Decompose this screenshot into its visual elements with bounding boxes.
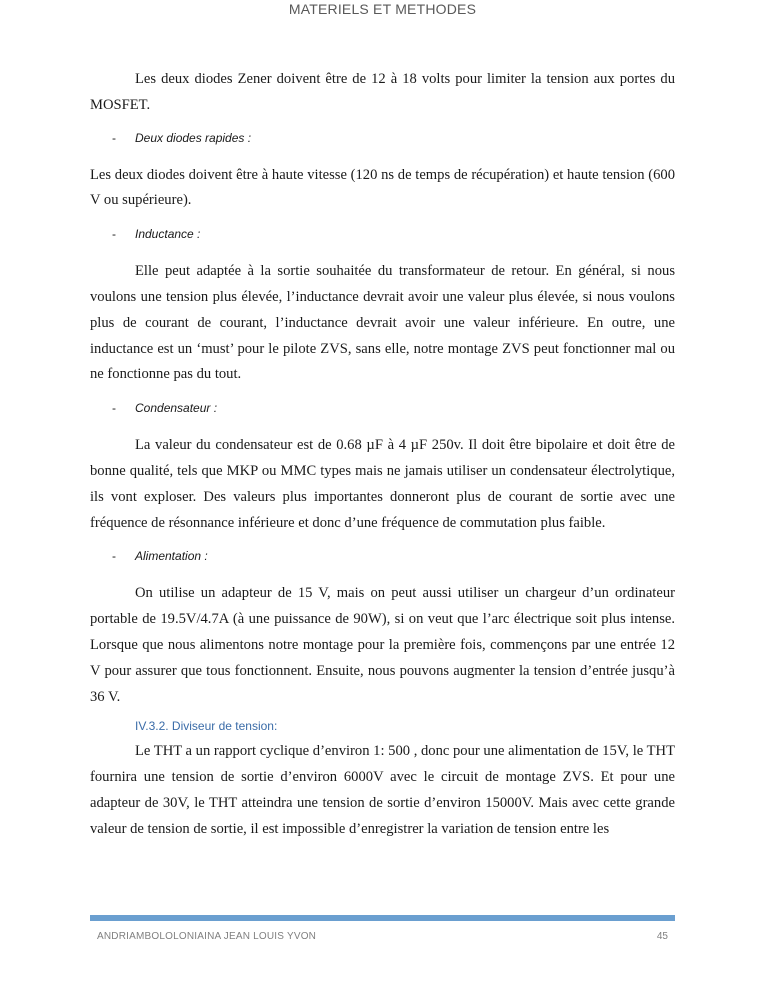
- bullet-dash: -: [112, 130, 116, 145]
- bullet-dash: -: [112, 227, 116, 242]
- bullet-label: Condensateur :: [135, 401, 218, 416]
- paragraph-diviseur: Le THT a un rapport cyclique d’environ 1: 500 , donc pour une alimentation de 15V, le THT fournira une tension de sortie d’environ 6000V avec le circuit de montage ZVS. Et pour une adapteur de 30V, le THT atteindra une tension de sortie d’environ 15000V. Mais avec cette grande valeur de tension de sortie, il est impossible d’enregistrer la variation de tension entre les: [90, 743, 675, 837]
- page-header: MATERIELS ET METHODES: [288, 1, 477, 17]
- paragraph-inductance: Elle peut adaptée à la sortie souhaitée du transformateur de retour. En général, si nous voulons une tension plus élevée, l’inductance devrait avoir une valeur plus élevée, si nous voulons plus de courant de courant, l’inductance devrait avoir une valeur inférieure. En outre, une inductance est un ‘must’ pour le pilote ZVS, sans elle, notre montage ZVS peut fonctionner mal ou ne fonctionne pas du tout.: [90, 263, 675, 383]
- paragraph-diodes: Les deux diodes doivent être à haute vitesse (120 ns de temps de récupération) et haute tension (600 V ou supérieure).: [90, 166, 675, 209]
- bullet-condensateur: [90, 398, 675, 418]
- bullet-diodes-rapides: [90, 128, 675, 148]
- footer-author: ANDRIAMBOLOLONIAINA JEAN LOUIS YVON: [97, 931, 317, 942]
- bullet-dash: -: [112, 401, 116, 416]
- bullet-label: Inductance :: [135, 227, 201, 242]
- bullet-label: Alimentation :: [135, 549, 208, 564]
- paragraph-condensateur: La valeur du condensateur est de 0.68 µF à 4 µF 250v. Il doit être bipolaire et doit être de bonne qualité, tels que MKP ou MMC types mais ne jamais utiliser un condensateur électrolytique, ils vont exploser. Des valeurs plus importantes donneront plus de courant de sortie avec une fréquence de résonnance inférieure et donc d’une fréquence de commutation plus faible.: [90, 437, 675, 531]
- footer-divider: [90, 915, 675, 921]
- paragraph-alimentation: On utilise un adapteur de 15 V, mais on peut aussi utiliser un chargeur d’un ordinateur portable de 19.5V/4.7A (à une puissance de 90W), si on veut que l’arc électrique soit plus intense. Lorsque que nous alimentons notre montage pour la première fois, commençons par une entrée 12 V pour assurer que tous fonctionnent. Ensuite, nous pouvons augmenter la tension d’entrée jusqu’à 36 V.: [90, 585, 675, 705]
- page-body: [90, 67, 675, 843]
- bullet-alimentation: [90, 546, 675, 566]
- section-heading-diviseur: IV.3.2. Diviseur de tension:: [135, 719, 278, 734]
- bullet-label: Deux diodes rapides :: [135, 130, 252, 145]
- paragraph-zener: Les deux diodes Zener doivent être de 12 à 18 volts pour limiter la tension aux portes du MOSFET.: [90, 71, 675, 113]
- bullet-dash: -: [112, 549, 116, 564]
- page-number: 45: [656, 931, 668, 942]
- bullet-inductance: [90, 224, 675, 244]
